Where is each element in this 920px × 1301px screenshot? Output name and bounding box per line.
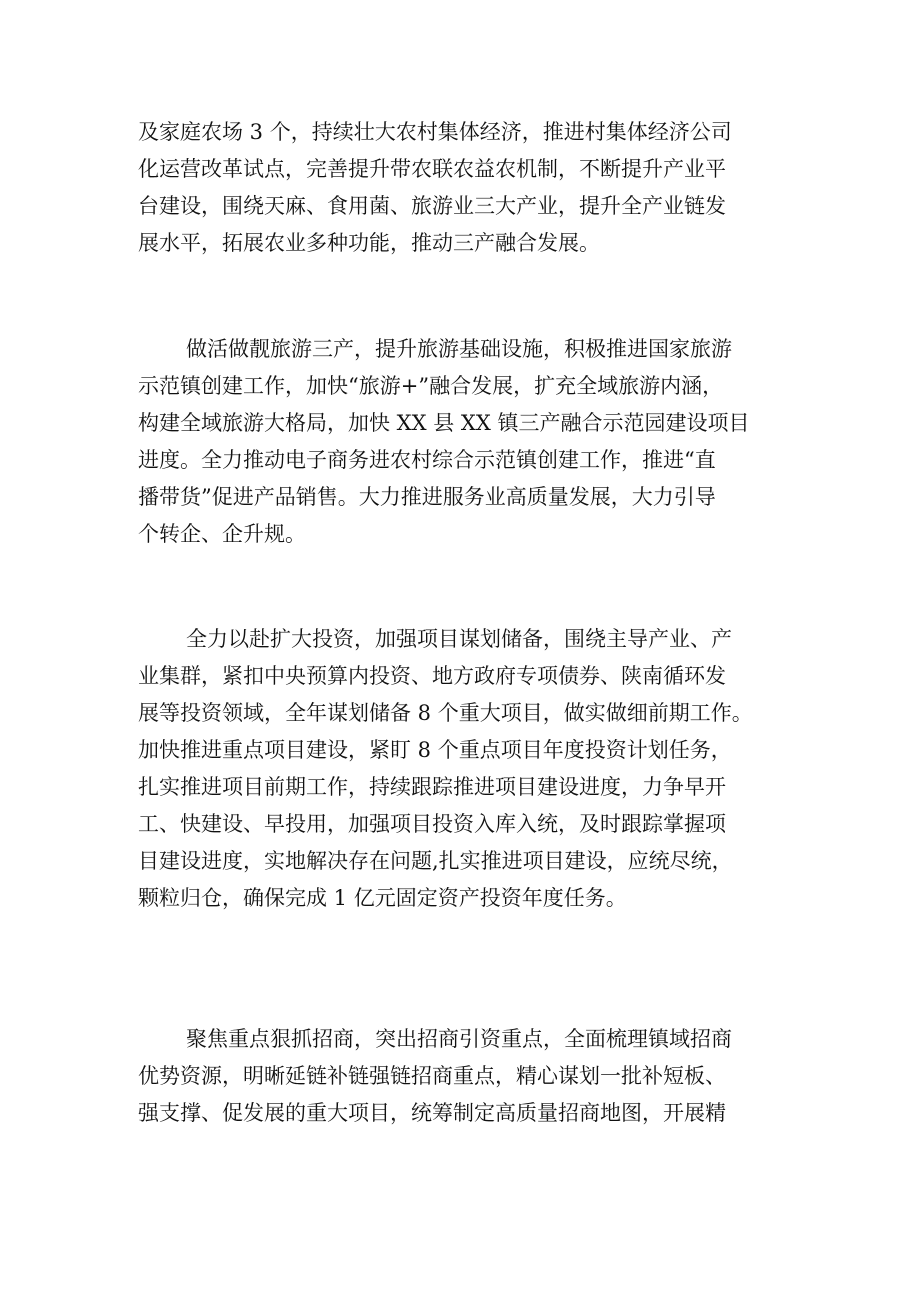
text-line: 构建全域旅游大格局，加快 XX 县 XX 镇三产融合示范园建设项目 bbox=[138, 411, 750, 435]
text-line: 展水平，拓展农业多种功能，推动三产融合发展。 bbox=[138, 231, 600, 255]
text-line: 目建设进度，实地解决存在问题,扎实推进项目建设，应统尽统， bbox=[138, 849, 733, 873]
text-line: 强支撑、促发展的重大项目，统筹制定高质量招商地图，开展精 bbox=[138, 1101, 726, 1125]
text-line: 播带货”促进产品销售。大力推进服务业高质量发展，大力引导 bbox=[138, 485, 716, 509]
text-line: 扎实推进项目前期工作，持续跟踪推进项目建设进度，力争早开 bbox=[138, 775, 726, 799]
text-line: 做活做靓旅游三产，提升旅游基础设施，积极推进国家旅游 bbox=[186, 337, 732, 361]
text-line: 及家庭农场 3 个，持续壮大农村集体经济，推进村集体经济公司 bbox=[138, 120, 732, 144]
text-line: 进度。全力推动电子商务进农村综合示范镇创建工作，推进“直 bbox=[138, 448, 716, 472]
text-line: 全力以赴扩大投资，加强项目谋划储备，围绕主导产业、产 bbox=[186, 627, 732, 651]
text-line: 化运营改革试点，完善提升带农联农益农机制，不断提升产业平 bbox=[138, 157, 726, 181]
text-line: 优势资源，明晰延链补链强链招商重点，精心谋划一批补短板、 bbox=[138, 1064, 726, 1088]
text-line: 个转企、企升规。 bbox=[138, 522, 306, 546]
text-line: 示范镇创建工作，加快“旅游+”融合发展，扩充全域旅游内涵， bbox=[138, 374, 724, 398]
text-line: 工、快建设、早投用，加强项目投资入库入统，及时跟踪掌握项 bbox=[138, 812, 726, 836]
paragraph-investment bbox=[138, 621, 798, 917]
paragraph-rural-economy bbox=[138, 114, 798, 262]
text-line: 业集群，紧扣中央预算内投资、地方政府专项债券、陕南循环发 bbox=[138, 664, 726, 688]
text-line: 加快推进重点项目建设，紧盯 8 个重点项目年度投资计划任务， bbox=[138, 738, 732, 762]
text-line: 聚焦重点狠抓招商，突出招商引资重点，全面梳理镇域招商 bbox=[186, 1027, 732, 1051]
text-line: 台建设，围绕天麻、食用菌、旅游业三大产业，提升全产业链发 bbox=[138, 194, 726, 218]
paragraph-investment-attraction bbox=[138, 1021, 798, 1132]
paragraph-tourism bbox=[138, 331, 798, 553]
text-line: 颗粒归仓，确保完成 1 亿元固定资产投资年度任务。 bbox=[138, 886, 627, 910]
text-line: 展等投资领域，全年谋划储备 8 个重大项目，做实做细前期工作。 bbox=[138, 701, 753, 725]
